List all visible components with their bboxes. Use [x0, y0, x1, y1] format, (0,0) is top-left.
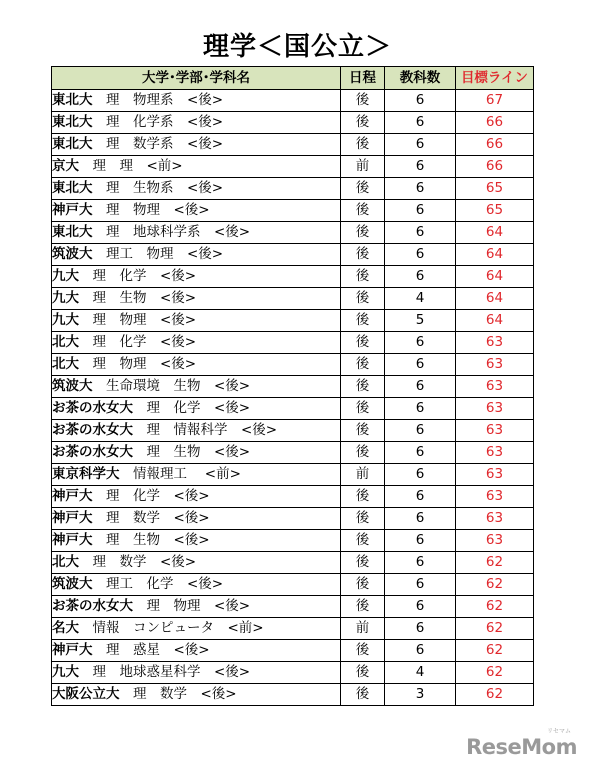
subjects-cell: 6 — [385, 464, 456, 486]
department-detail: 理 物理系 <後> — [106, 92, 224, 108]
subjects-cell: 4 — [385, 288, 456, 310]
university-name: お茶の水女大 — [52, 400, 133, 416]
table-row — [52, 222, 534, 244]
target-cell: 62 — [456, 662, 534, 684]
row-name-cell — [52, 244, 341, 266]
department-name — [79, 158, 93, 174]
schedule-cell: 後 — [341, 354, 385, 376]
department-detail: 理 化学 <後> — [106, 488, 210, 504]
resemom-logo: ReseMom — [466, 735, 577, 759]
row-name-cell — [52, 530, 341, 552]
target-cell: 62 — [456, 574, 534, 596]
row-name-cell — [52, 684, 341, 706]
table-row — [52, 398, 534, 420]
schedule-cell: 後 — [341, 486, 385, 508]
schedule-cell: 前 — [341, 156, 385, 178]
university-name: 筑波大 — [52, 246, 93, 262]
university-name: 九大 — [52, 312, 79, 328]
schedule-cell: 後 — [341, 112, 385, 134]
row-name-cell — [52, 310, 341, 332]
subjects-cell: 6 — [385, 508, 456, 530]
schedule-cell: 後 — [341, 552, 385, 574]
university-name: 神戸大 — [52, 532, 93, 548]
row-name-cell — [52, 112, 341, 134]
target-cell: 63 — [456, 332, 534, 354]
schedule-cell: 後 — [341, 420, 385, 442]
target-cell: 63 — [456, 420, 534, 442]
university-name: お茶の水女大 — [52, 444, 133, 460]
table-row — [52, 90, 534, 112]
table-header-row — [52, 67, 534, 90]
university-name: 神戸大 — [52, 488, 93, 504]
department-name — [120, 466, 134, 482]
university-name: お茶の水女大 — [52, 422, 133, 438]
university-name: 東京科学大 — [52, 466, 120, 482]
target-cell: 63 — [456, 464, 534, 486]
target-cell: 62 — [456, 552, 534, 574]
schedule-cell: 前 — [341, 618, 385, 640]
table-row — [52, 310, 534, 332]
table-row — [52, 288, 534, 310]
subjects-cell: 6 — [385, 222, 456, 244]
department-detail: 理 情報科学 <後> — [146, 422, 278, 438]
schedule-cell: 後 — [341, 134, 385, 156]
department-name — [93, 224, 107, 240]
department-detail: 理 生物 <後> — [106, 532, 210, 548]
table-row — [52, 640, 534, 662]
department-detail: 理工 化学 <後> — [106, 576, 224, 592]
table-body — [52, 90, 534, 706]
department-detail: 理 生物 <後> — [146, 444, 251, 460]
row-name-cell — [52, 420, 341, 442]
target-cell: 65 — [456, 178, 534, 200]
university-name: 東北大 — [52, 180, 93, 196]
logo-subtext: リセマム — [547, 728, 571, 735]
target-cell: 63 — [456, 530, 534, 552]
target-cell: 63 — [456, 442, 534, 464]
row-name-cell — [52, 596, 341, 618]
schedule-cell: 後 — [341, 596, 385, 618]
row-name-cell — [52, 222, 341, 244]
schedule-cell: 後 — [341, 530, 385, 552]
department-detail: 理 化学 <後> — [92, 268, 197, 284]
target-cell: 66 — [456, 134, 534, 156]
university-name: 神戸大 — [52, 642, 93, 658]
university-name: 神戸大 — [52, 510, 93, 526]
department-detail: 理 数学 <後> — [133, 686, 237, 702]
university-name: 東北大 — [52, 114, 93, 130]
target-cell: 62 — [456, 684, 534, 706]
department-detail: 理 化学 <後> — [146, 400, 251, 416]
table-row — [52, 552, 534, 574]
row-name-cell — [52, 134, 341, 156]
department-detail: 理 化学 <後> — [92, 334, 197, 350]
row-name-cell — [52, 442, 341, 464]
subjects-cell: 6 — [385, 618, 456, 640]
table-row — [52, 684, 534, 706]
target-cell: 63 — [456, 354, 534, 376]
row-name-cell — [52, 618, 341, 640]
target-cell: 63 — [456, 486, 534, 508]
column-header-target: 目標ライン — [456, 67, 534, 90]
university-name: 九大 — [52, 268, 79, 284]
schedule-cell: 後 — [341, 266, 385, 288]
table-row — [52, 486, 534, 508]
ranking-table — [51, 66, 534, 706]
subjects-cell: 6 — [385, 112, 456, 134]
row-name-cell — [52, 266, 341, 288]
subjects-cell: 6 — [385, 266, 456, 288]
department-name — [133, 400, 147, 416]
table-row — [52, 200, 534, 222]
row-name-cell — [52, 200, 341, 222]
target-cell: 67 — [456, 90, 534, 112]
university-name: 東北大 — [52, 136, 93, 152]
department-name — [133, 444, 147, 460]
table-row — [52, 596, 534, 618]
schedule-cell: 後 — [341, 332, 385, 354]
table-row — [52, 530, 534, 552]
university-name: 東北大 — [52, 92, 93, 108]
table-row — [52, 618, 534, 640]
department-name — [93, 378, 107, 394]
schedule-cell: 後 — [341, 684, 385, 706]
target-cell: 64 — [456, 310, 534, 332]
table-row — [52, 134, 534, 156]
schedule-cell: 後 — [341, 640, 385, 662]
department-detail: 理 惑星 <後> — [106, 642, 210, 658]
table-row — [52, 332, 534, 354]
department-detail: 理 地球科学系 <後> — [106, 224, 251, 240]
schedule-cell: 後 — [341, 310, 385, 332]
column-header-subjects: 教科数 — [385, 67, 456, 90]
schedule-cell: 後 — [341, 90, 385, 112]
department-name — [93, 136, 107, 152]
department-name — [79, 290, 93, 306]
row-name-cell — [52, 398, 341, 420]
schedule-cell: 後 — [341, 288, 385, 310]
department-name — [133, 422, 147, 438]
target-cell: 63 — [456, 398, 534, 420]
department-detail: 理工 物理 <後> — [106, 246, 224, 262]
schedule-cell: 後 — [341, 662, 385, 684]
department-name — [79, 356, 93, 372]
subjects-cell: 6 — [385, 200, 456, 222]
department-detail: 理 生物 <後> — [92, 290, 197, 306]
row-name-cell — [52, 640, 341, 662]
department-detail: 理 物理 <後> — [106, 202, 210, 218]
department-name — [133, 598, 147, 614]
table-row — [52, 574, 534, 596]
department-detail: 理 物理 <後> — [92, 312, 197, 328]
subjects-cell: 6 — [385, 376, 456, 398]
row-name-cell — [52, 178, 341, 200]
table-row — [52, 178, 534, 200]
subjects-cell: 6 — [385, 90, 456, 112]
column-header-schedule: 日程 — [341, 67, 385, 90]
department-name — [79, 554, 93, 570]
schedule-cell: 後 — [341, 508, 385, 530]
target-cell: 63 — [456, 376, 534, 398]
table-row — [52, 244, 534, 266]
university-name: 北大 — [52, 356, 79, 372]
row-name-cell — [52, 508, 341, 530]
department-name — [79, 268, 93, 284]
subjects-cell: 6 — [385, 552, 456, 574]
schedule-cell: 後 — [341, 376, 385, 398]
department-name — [93, 92, 107, 108]
university-name: 神戸大 — [52, 202, 93, 218]
subjects-cell: 6 — [385, 332, 456, 354]
department-name — [93, 488, 107, 504]
department-detail: 情報 コンピュータ <前> — [92, 620, 264, 636]
subjects-cell: 6 — [385, 442, 456, 464]
target-cell: 65 — [456, 200, 534, 222]
university-name: 京大 — [52, 158, 79, 174]
target-cell: 66 — [456, 112, 534, 134]
row-name-cell — [52, 464, 341, 486]
department-name — [79, 334, 93, 350]
row-name-cell — [52, 288, 341, 310]
subjects-cell: 6 — [385, 530, 456, 552]
page-title: 理学＜国公立＞ — [202, 32, 392, 62]
column-header-name: 大学･学部･学科名 — [52, 67, 341, 90]
schedule-cell: 前 — [341, 464, 385, 486]
department-detail: 理 数学 <後> — [106, 510, 210, 526]
subjects-cell: 6 — [385, 178, 456, 200]
row-name-cell — [52, 662, 341, 684]
schedule-cell: 後 — [341, 200, 385, 222]
department-name — [93, 642, 107, 658]
department-detail: 理 物理 <後> — [92, 356, 197, 372]
row-name-cell — [52, 486, 341, 508]
schedule-cell: 後 — [341, 178, 385, 200]
table-row — [52, 266, 534, 288]
department-detail: 理 生物系 <後> — [106, 180, 224, 196]
department-name — [79, 312, 93, 328]
table-row — [52, 442, 534, 464]
target-cell: 63 — [456, 508, 534, 530]
row-name-cell — [52, 90, 341, 112]
row-name-cell — [52, 552, 341, 574]
university-name: お茶の水女大 — [52, 598, 133, 614]
subjects-cell: 6 — [385, 244, 456, 266]
table-row — [52, 662, 534, 684]
university-name: 東北大 — [52, 224, 93, 240]
subjects-cell: 6 — [385, 640, 456, 662]
department-name — [93, 114, 107, 130]
department-detail: 理 数学系 <後> — [106, 136, 224, 152]
target-cell: 64 — [456, 222, 534, 244]
table-row — [52, 420, 534, 442]
university-name: 筑波大 — [52, 576, 93, 592]
university-name: 大阪公立大 — [52, 686, 120, 702]
department-detail: 情報理工 <前> — [133, 466, 241, 482]
target-cell: 62 — [456, 596, 534, 618]
university-name: 九大 — [52, 290, 79, 306]
department-name — [79, 664, 93, 680]
row-name-cell — [52, 332, 341, 354]
table-row — [52, 354, 534, 376]
department-name — [93, 180, 107, 196]
subjects-cell: 6 — [385, 486, 456, 508]
department-name — [93, 532, 107, 548]
schedule-cell: 後 — [341, 244, 385, 266]
table-row — [52, 464, 534, 486]
department-detail: 理 理 <前> — [92, 158, 183, 174]
department-detail: 理 化学系 <後> — [106, 114, 224, 130]
subjects-cell: 6 — [385, 134, 456, 156]
subjects-cell: 6 — [385, 596, 456, 618]
subjects-cell: 6 — [385, 398, 456, 420]
table-row — [52, 156, 534, 178]
subjects-cell: 5 — [385, 310, 456, 332]
subjects-cell: 3 — [385, 684, 456, 706]
table-row — [52, 112, 534, 134]
department-detail: 理 地球惑星科学 <後> — [92, 664, 251, 680]
subjects-cell: 6 — [385, 420, 456, 442]
university-name: 九大 — [52, 664, 79, 680]
subjects-cell: 6 — [385, 156, 456, 178]
department-detail: 理 数学 <後> — [92, 554, 197, 570]
target-cell: 62 — [456, 640, 534, 662]
subjects-cell: 4 — [385, 662, 456, 684]
department-name — [93, 510, 107, 526]
table-row — [52, 508, 534, 530]
department-detail: 生命環境 生物 <後> — [106, 378, 251, 394]
schedule-cell: 後 — [341, 222, 385, 244]
department-name — [93, 246, 107, 262]
schedule-cell: 後 — [341, 398, 385, 420]
target-cell: 64 — [456, 266, 534, 288]
row-name-cell — [52, 156, 341, 178]
target-cell: 62 — [456, 618, 534, 640]
university-name: 名大 — [52, 620, 79, 636]
university-name: 北大 — [52, 554, 79, 570]
row-name-cell — [52, 354, 341, 376]
subjects-cell: 6 — [385, 574, 456, 596]
department-name — [79, 620, 93, 636]
row-name-cell — [52, 376, 341, 398]
schedule-cell: 後 — [341, 574, 385, 596]
department-name — [93, 202, 107, 218]
target-cell: 64 — [456, 244, 534, 266]
department-detail: 理 物理 <後> — [146, 598, 251, 614]
schedule-cell: 後 — [341, 442, 385, 464]
target-cell: 64 — [456, 288, 534, 310]
row-name-cell — [52, 574, 341, 596]
table-row — [52, 376, 534, 398]
target-cell: 66 — [456, 156, 534, 178]
department-name — [120, 686, 134, 702]
subjects-cell: 6 — [385, 354, 456, 376]
university-name: 北大 — [52, 334, 79, 350]
university-name: 筑波大 — [52, 378, 93, 394]
department-name — [93, 576, 107, 592]
